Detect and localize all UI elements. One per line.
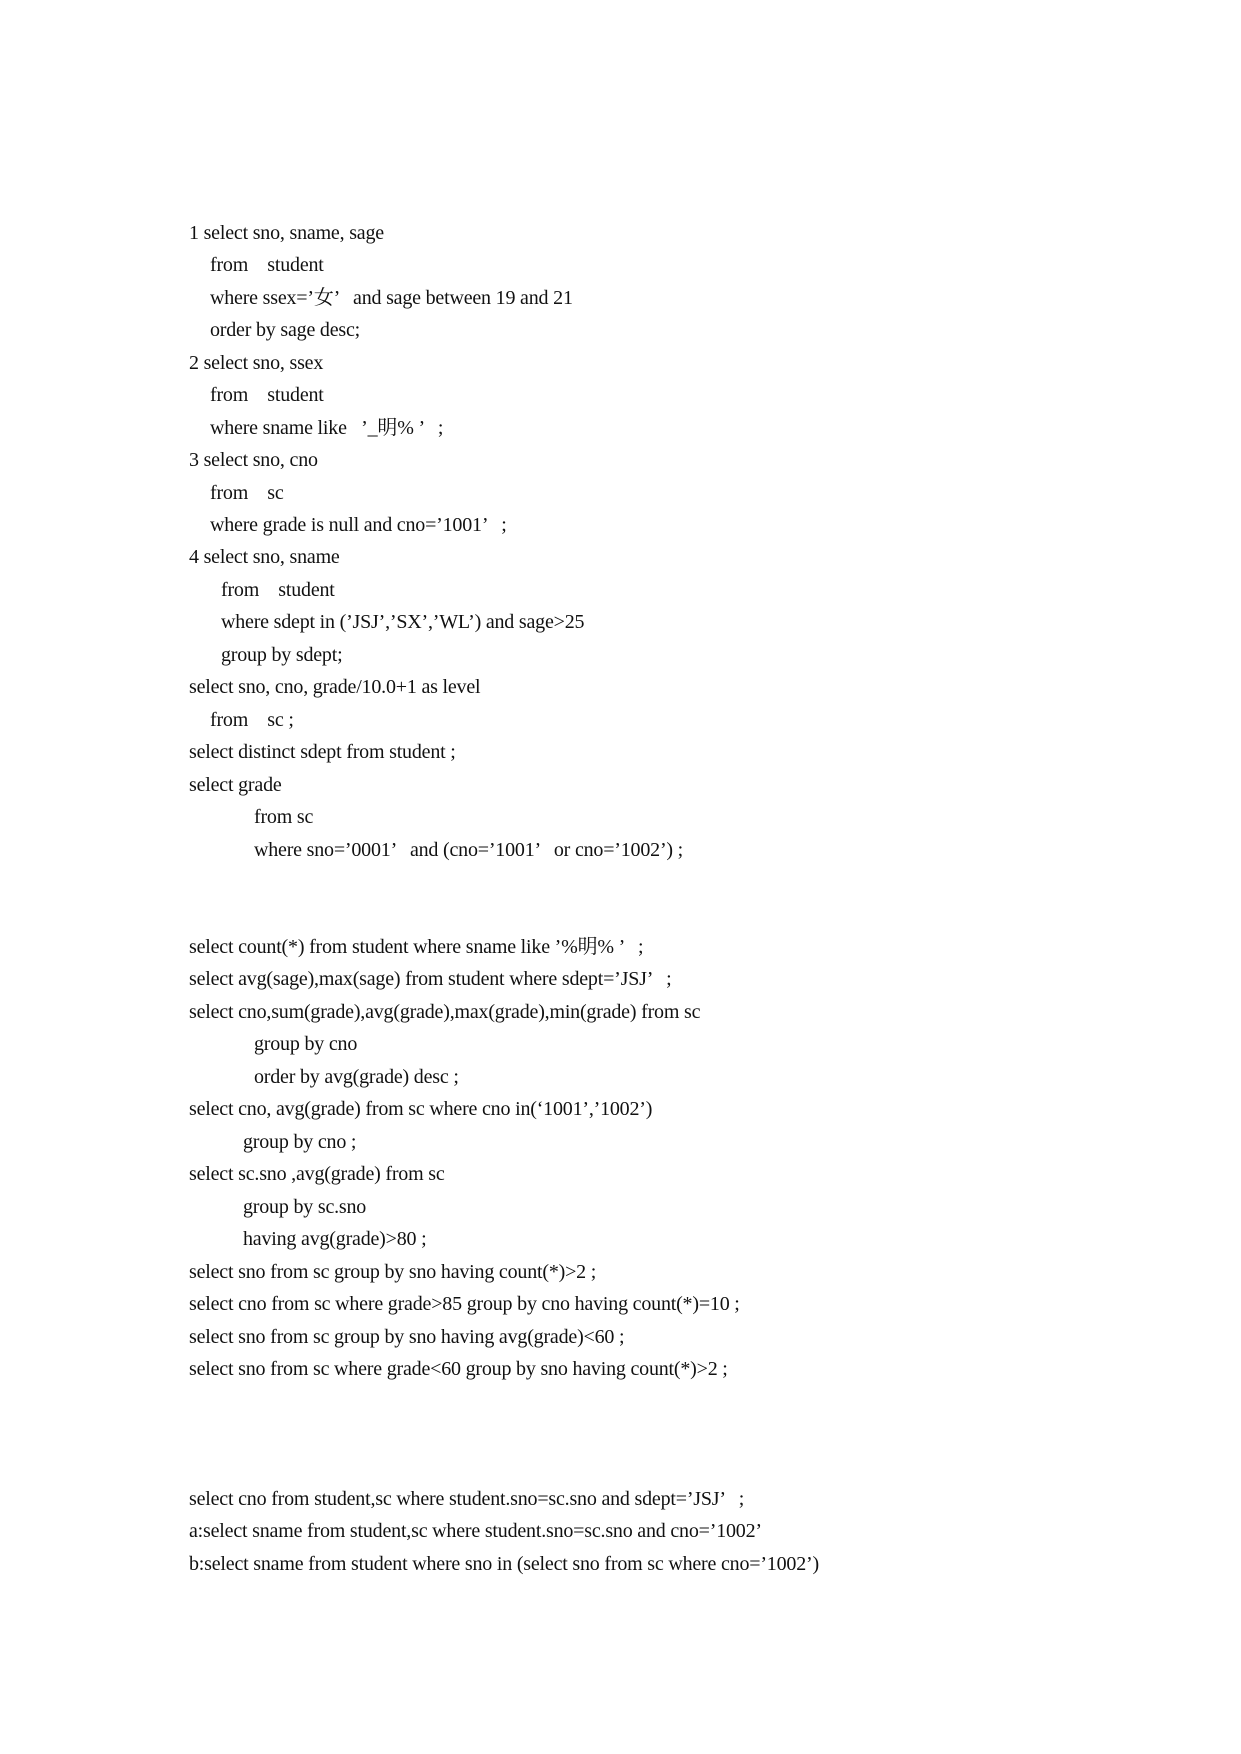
code-line: select cno, avg(grade) from sc where cno in(‘1001’,’1002’)	[189, 1098, 653, 1120]
code-line: group by cno	[254, 1033, 358, 1055]
code-line: order by sage desc;	[210, 319, 361, 341]
code-line: 4 select sno, sname	[189, 546, 340, 568]
code-line: select grade	[189, 774, 282, 796]
code-line: select cno,sum(grade),avg(grade),max(grade),min(grade) from sc	[189, 1001, 701, 1023]
code-line: from sc ;	[210, 709, 294, 731]
code-line: where sdept in (’JSJ’,’SX’,’WL’) and sage>25	[221, 611, 585, 633]
code-line: 3 select sno, cno	[189, 449, 318, 471]
code-line: select cno from student,sc where student.sno=sc.sno and sdept=’JSJ’ ;	[189, 1488, 745, 1510]
code-line: select cno from sc where grade>85 group by cno having count(*)=10 ;	[189, 1293, 740, 1315]
code-line: select avg(sage),max(sage) from student where sdept=’JSJ’ ;	[189, 968, 672, 990]
code-line: b:select sname from student where sno in (select sno from sc where cno=’1002’)	[189, 1553, 819, 1575]
code-line: select sno, cno, grade/10.0+1 as level	[189, 676, 481, 698]
code-line: 2 select sno, ssex	[189, 352, 324, 374]
code-line: a:select sname from student,sc where student.sno=sc.sno and cno=’1002’	[189, 1520, 762, 1542]
code-line: having avg(grade)>80 ;	[243, 1228, 427, 1250]
code-line: select sno from sc group by sno having count(*)>2 ;	[189, 1261, 597, 1283]
code-line: select sc.sno ,avg(grade) from sc	[189, 1163, 445, 1185]
code-line: where ssex=’女’ and sage between 19 and 21	[210, 287, 573, 309]
code-line: group by sc.sno	[243, 1196, 367, 1218]
code-line: from sc	[254, 806, 314, 828]
code-line: where sname like ’_明% ’ ;	[210, 417, 444, 439]
code-line: from sc	[210, 482, 284, 504]
code-line: from student	[221, 579, 335, 601]
code-line: select distinct sdept from student ;	[189, 741, 456, 763]
code-line: select sno from sc group by sno having avg(grade)<60 ;	[189, 1326, 625, 1348]
code-line: select count(*) from student where sname like ’%明% ’ ;	[189, 936, 644, 958]
code-line: order by avg(grade) desc ;	[254, 1066, 459, 1088]
code-line: 1 select sno, sname, sage	[189, 222, 384, 244]
code-line: group by sdept;	[221, 644, 343, 666]
code-line: where sno=’0001’ and (cno=’1001’ or cno=’1002’) ;	[254, 839, 684, 861]
code-line: where grade is null and cno=’1001’ ;	[210, 514, 507, 536]
code-line: select sno from sc where grade<60 group by sno having count(*)>2 ;	[189, 1358, 728, 1380]
code-line: from student	[210, 254, 324, 276]
code-line: group by cno ;	[243, 1131, 357, 1153]
code-line: from student	[210, 384, 324, 406]
